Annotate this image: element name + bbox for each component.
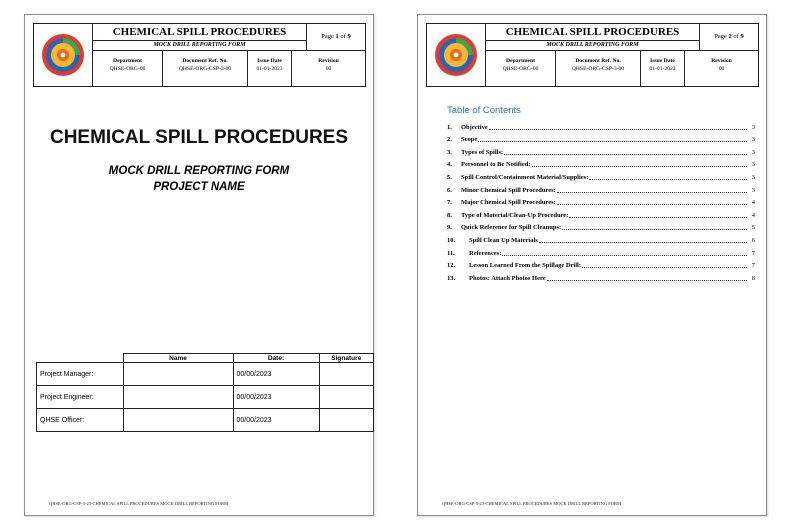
document-page-1 (24, 14, 374, 516)
logo-cell (427, 24, 486, 86)
toc-entry[interactable]: 1. Objective 3 (447, 123, 755, 131)
company-logo-icon (41, 33, 85, 77)
toc-entry[interactable]: 2. Scope 3 (447, 136, 755, 144)
page-footer: QHSE-ORG-CSP-3-23-CHEMICAL SPILL PROCEDURES MOCK DRILL REPORTING FORM (442, 501, 621, 506)
revision-cell: Revision 00 (318, 58, 339, 72)
header-subtitle: MOCK DRILL REPORTING FORM (93, 41, 307, 51)
page-header (426, 23, 759, 87)
revision-cell: Revision 00 (711, 58, 732, 72)
project-name: PROJECT NAME (153, 181, 245, 193)
name-field[interactable] (123, 409, 233, 432)
issue-date-cell: Issue Date 01-01-2023 (248, 51, 292, 86)
cover-subtitle: MOCK DRILL REPORTING FORM (108, 165, 290, 177)
name-field[interactable] (123, 363, 233, 386)
toc-entry[interactable]: 13. Photos: Attach Photos Here 8 (447, 274, 755, 282)
signature-header: Signature (319, 354, 374, 363)
doc-ref-cell: Document Ref. No. QHSE-ORG-CSP-3-00 (556, 51, 641, 86)
page-footer: QHSE-ORG-CSP-3-23-CHEMICAL SPILL PROCEDURES MOCK DRILL REPORTING FORM (49, 501, 228, 506)
company-logo-icon (434, 33, 478, 77)
header-title: CHEMICAL SPILL PROCEDURES (93, 24, 307, 41)
table-row (37, 386, 374, 409)
name-field[interactable] (123, 386, 233, 409)
name-header: Name (123, 354, 233, 363)
toc-entry[interactable]: 3. Types of Spills: 3 (447, 148, 755, 156)
toc-entry[interactable]: 7. Major Chemical Spill Procedures: 4 (447, 199, 755, 207)
page-header (33, 23, 366, 87)
date-field[interactable]: 00/00/2023 (233, 363, 319, 386)
date-header: Date: (233, 354, 319, 363)
role-label: Project Engineer: (37, 386, 124, 409)
toc-entry[interactable]: 12. Lesson Learned From the Spillage Drill: 7 (447, 262, 755, 270)
department-cell: Department QHSE-ORG-00 (486, 51, 556, 86)
table-row (37, 409, 374, 432)
page-number: Page 2 of 9 (700, 24, 758, 51)
header-subtitle: MOCK DRILL REPORTING FORM (486, 41, 700, 51)
toc-entry[interactable]: 6. Minor Chemical Spill Procedures: 3 (447, 186, 755, 194)
signature-table (36, 353, 374, 432)
toc-entry[interactable]: 9. Quick Reference for Spill Cleanups: 5 (447, 224, 755, 232)
signature-field[interactable] (319, 409, 374, 432)
issue-date-cell: Issue Date 01-01-2023 (641, 51, 685, 86)
cover-title: CHEMICAL SPILL PROCEDURES (49, 127, 349, 148)
toc-entry[interactable]: 5. Spill Control/Containment Material/Supplies: 3 (447, 173, 755, 181)
table-of-contents (447, 119, 755, 283)
date-field[interactable]: 00/00/2023 (233, 386, 319, 409)
signature-field[interactable] (319, 386, 374, 409)
toc-entry[interactable]: 11. References: 7 (447, 249, 755, 257)
toc-entry[interactable]: 4. Personnel to Be Notified: 3 (447, 161, 755, 169)
signature-field[interactable] (319, 363, 374, 386)
toc-entry[interactable]: 8. Type of Material/Clean-Up Procedure: 4 (447, 211, 755, 219)
table-row (37, 363, 374, 386)
document-page-2 (417, 14, 767, 516)
logo-cell (34, 24, 93, 86)
page-number: Page 1 of 9 (307, 24, 365, 51)
role-label: QHSE Officer: (37, 409, 124, 432)
department-cell: Department QHSE-ORG-00 (93, 51, 163, 86)
role-label: Project Manager: (37, 363, 124, 386)
header-title: CHEMICAL SPILL PROCEDURES (486, 24, 700, 41)
date-field[interactable]: 00/00/2023 (233, 409, 319, 432)
doc-ref-cell: Document Ref. No. QHSE-ORG-CSP-3-00 (163, 51, 248, 86)
toc-entry[interactable]: 10. Spill Clean Up Materials 6 (447, 236, 755, 244)
toc-heading: Table of Contents (447, 105, 521, 116)
